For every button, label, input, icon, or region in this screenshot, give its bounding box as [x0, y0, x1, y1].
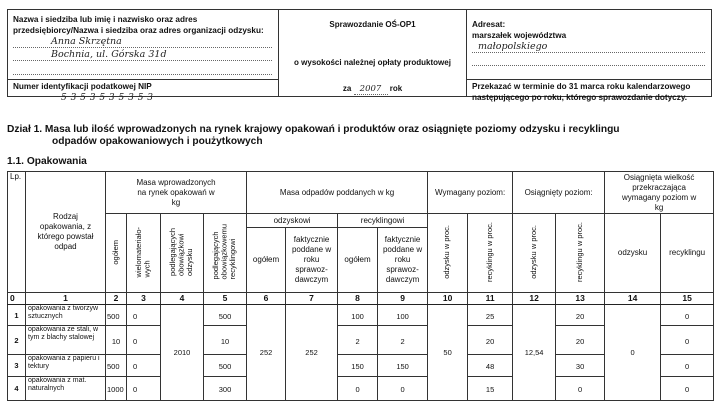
cell-podl-recyklingowi[interactable]: 300	[204, 377, 247, 401]
column-number: 10	[428, 293, 468, 305]
cell-recykling-faktycznie[interactable]: 0	[378, 377, 428, 401]
sender-section	[8, 10, 279, 103]
row-lp: 3	[8, 355, 26, 377]
column-number: 9	[378, 293, 428, 305]
cell-osi-recyklingu[interactable]: 0	[556, 377, 605, 401]
report-year	[279, 84, 466, 95]
cell-odzysk-ogolem[interactable]: 252	[247, 305, 286, 401]
column-number: 3	[127, 293, 161, 305]
deadline-line1: Przekazać w terminie do 31 marca roku kalendarzowego	[472, 82, 691, 91]
divider	[8, 79, 278, 80]
column-number: 5	[204, 293, 247, 305]
cell-przekr-recyklingu[interactable]: 0	[661, 305, 714, 326]
year-prefix: za	[342, 84, 352, 93]
cell-podl-recyklingowi[interactable]: 10	[204, 326, 247, 355]
cell-recykling-faktycznie[interactable]: 2	[378, 326, 428, 355]
column-number: 8	[338, 293, 378, 305]
column-number: 15	[661, 293, 714, 305]
column-number: 4	[161, 293, 204, 305]
cell-recykling-ogolem[interactable]: 100	[338, 305, 378, 326]
nip-label: Numer identyfikacji podatkowej NIP	[13, 82, 152, 91]
addressee-label: Adresat:	[472, 20, 506, 29]
header-recykling-ogolem: ogółem	[338, 228, 378, 293]
cell-wym-recyklingu[interactable]: 25	[468, 305, 513, 326]
cell-przekr-recyklingu[interactable]: 0	[661, 377, 714, 401]
header-wymagany: Wymagany poziom:	[428, 172, 513, 214]
column-number: 1	[26, 293, 106, 305]
header-wielomaterialowych: wielomateriało- wych	[127, 214, 161, 293]
cell-ogolem[interactable]: 500	[106, 355, 127, 377]
column-number: 14	[605, 293, 661, 305]
cell-recykling-ogolem[interactable]: 2	[338, 326, 378, 355]
header-rodzaj: Rodzaj opakowania, z którego powstał odpad	[26, 172, 106, 293]
cell-osi-recyklingu[interactable]: 30	[556, 355, 605, 377]
header-osi-recyklingu: recyklingu w proc.	[556, 214, 605, 293]
header-odzysk-ogolem: ogółem	[247, 228, 286, 293]
section-title-line2: odpadów opakowaniowych i poużytkowych	[52, 136, 263, 147]
cell-osi-recyklingu[interactable]: 20	[556, 326, 605, 355]
cell-przekr-recyklingu[interactable]: 0	[661, 355, 714, 377]
header-recyklingowi: recyklingowi	[338, 214, 428, 228]
voivodeship-value: małopolskiego	[478, 40, 548, 52]
cell-wielomaterialowych[interactable]: 0	[127, 326, 161, 355]
cell-osi-odzysku[interactable]: 12,54	[513, 305, 556, 401]
header-osiagniety: Osiągnięty poziom:	[513, 172, 605, 214]
packaging-table	[7, 171, 714, 401]
header-przekr-odzysku: odzysku	[605, 214, 661, 293]
table-row	[8, 305, 714, 326]
section-title-line1: Dział 1. Masa lub ilość wprowadzonych na rynek krajowy opakowań i produktów oraz osiągnięte poziomy odzysku i recyklingu	[7, 124, 620, 135]
cell-wym-odzysku[interactable]: 50	[428, 305, 468, 401]
column-number: 2	[106, 293, 127, 305]
header-podl-recyklingowi: podlegających obowiązkowemu recyklingowi	[204, 214, 247, 293]
cell-przekr-odzysku[interactable]: 0	[605, 305, 661, 401]
column-number: 6	[247, 293, 286, 305]
report-title-section	[279, 10, 467, 96]
column-number: 0	[8, 293, 26, 305]
year-suffix: rok	[389, 84, 403, 93]
addressee-extra-field-2[interactable]	[472, 68, 705, 80]
row-name: opakowania z mat. naturalnych	[26, 377, 106, 401]
row-lp: 2	[8, 326, 26, 355]
sender-address-field[interactable]	[13, 50, 272, 62]
deadline-line2: następującego po roku, którego sprawozdanie dotyczy.	[472, 92, 688, 102]
header-przekr-recyklingu: recyklingu	[661, 214, 714, 293]
cell-ogolem[interactable]: 10	[106, 326, 127, 355]
header-lp: Lp.	[8, 172, 26, 293]
report-subtitle: o wysokości należnej opłaty produktowej	[294, 58, 451, 67]
row-lp: 4	[8, 377, 26, 401]
cell-ogolem[interactable]: 1000	[106, 377, 127, 401]
subsection-title: 1.1. Opakowania	[7, 156, 87, 167]
divider	[467, 79, 711, 80]
sender-label-line2: przedsiębiorcy/Nazwa i siedziba oraz adres organizacji odzysku:	[13, 25, 264, 35]
row-name: opakowania ze stali, w tym z blachy stalowej	[26, 326, 106, 355]
addressee-extra-field-1[interactable]	[472, 55, 705, 67]
cell-recykling-ogolem[interactable]: 0	[338, 377, 378, 401]
column-number: 13	[556, 293, 605, 305]
cell-ogolem[interactable]: 500	[106, 305, 127, 326]
column-number: 7	[286, 293, 338, 305]
sender-address-value: Bochnia, ul. Górska 31d	[51, 49, 167, 60]
addressee-section	[467, 10, 711, 102]
row-lp: 1	[8, 305, 26, 326]
cell-podl-recyklingowi[interactable]: 500	[204, 355, 247, 377]
nip-value[interactable]: 5 3 5 3 5 3 5 3 5 3	[61, 92, 154, 103]
header-wym-recyklingu: recyklingu w proc.	[468, 214, 513, 293]
cell-wielomaterialowych[interactable]: 0	[127, 377, 161, 401]
sender-extra-field[interactable]	[13, 63, 272, 75]
cell-wielomaterialowych[interactable]: 0	[127, 355, 161, 377]
cell-odzysk-faktycznie[interactable]: 252	[286, 305, 338, 401]
year-value: 2007	[359, 84, 382, 94]
column-numbers-row	[8, 293, 714, 305]
year-field[interactable]	[354, 84, 388, 95]
header-przekraczajaca: Osiągnięta wielkość przekraczająca wymagany poziom w kg	[605, 172, 714, 214]
section-title	[7, 124, 620, 148]
cell-przekr-recyklingu[interactable]: 0	[661, 326, 714, 355]
header-recykling-faktycznie: faktycznie poddane w roku sprawoz-dawczym	[378, 228, 428, 293]
column-number: 11	[468, 293, 513, 305]
cell-podl-odzysku[interactable]: 2010	[161, 305, 204, 401]
cell-wielomaterialowych[interactable]: 0	[127, 305, 161, 326]
cell-wym-recyklingu[interactable]: 15	[468, 377, 513, 401]
row-name: opakowania z papieru i tektury	[26, 355, 106, 377]
header-odzysk-faktycznie: faktycznie poddane w roku sprawoz-dawczym	[286, 228, 338, 293]
sender-name-value: Anna Skrzętna	[51, 35, 122, 47]
header-wym-odzysku: odzysku w proc.	[428, 214, 468, 293]
voivodeship-field[interactable]	[472, 41, 705, 53]
report-title: Sprawozdanie OŚ-OP1	[329, 20, 416, 29]
sender-name-field[interactable]	[13, 36, 272, 48]
header-masa-odpadow: Masa odpadów poddanych w kg	[247, 172, 428, 214]
cell-recykling-ogolem[interactable]: 150	[338, 355, 378, 377]
cell-recykling-faktycznie[interactable]: 150	[378, 355, 428, 377]
report-header	[7, 9, 712, 103]
header-masa-wprowadzonych: Masa wprowadzonych na rynek opakowań w kg	[106, 172, 247, 214]
header-podl-odzysku: podlegających obowiązkowi odzysku	[161, 214, 204, 293]
row-name: opakowania z tworzyw sztucznych	[26, 305, 106, 326]
sender-label-line1: Nazwa i siedziba lub imię i nazwisko oraz adres	[13, 15, 198, 24]
header-ogolem: ogółem	[106, 214, 127, 293]
cell-wym-recyklingu[interactable]: 48	[468, 355, 513, 377]
addressee-line: marszałek województwa	[472, 30, 567, 40]
header-osi-odzysku: odzysku w proc.	[513, 214, 556, 293]
cell-wym-recyklingu[interactable]: 20	[468, 326, 513, 355]
cell-recykling-faktycznie[interactable]: 100	[378, 305, 428, 326]
column-number: 12	[513, 293, 556, 305]
cell-podl-recyklingowi[interactable]: 500	[204, 305, 247, 326]
header-odzyskowi: odzyskowi	[247, 214, 338, 228]
cell-osi-recyklingu[interactable]: 20	[556, 305, 605, 326]
